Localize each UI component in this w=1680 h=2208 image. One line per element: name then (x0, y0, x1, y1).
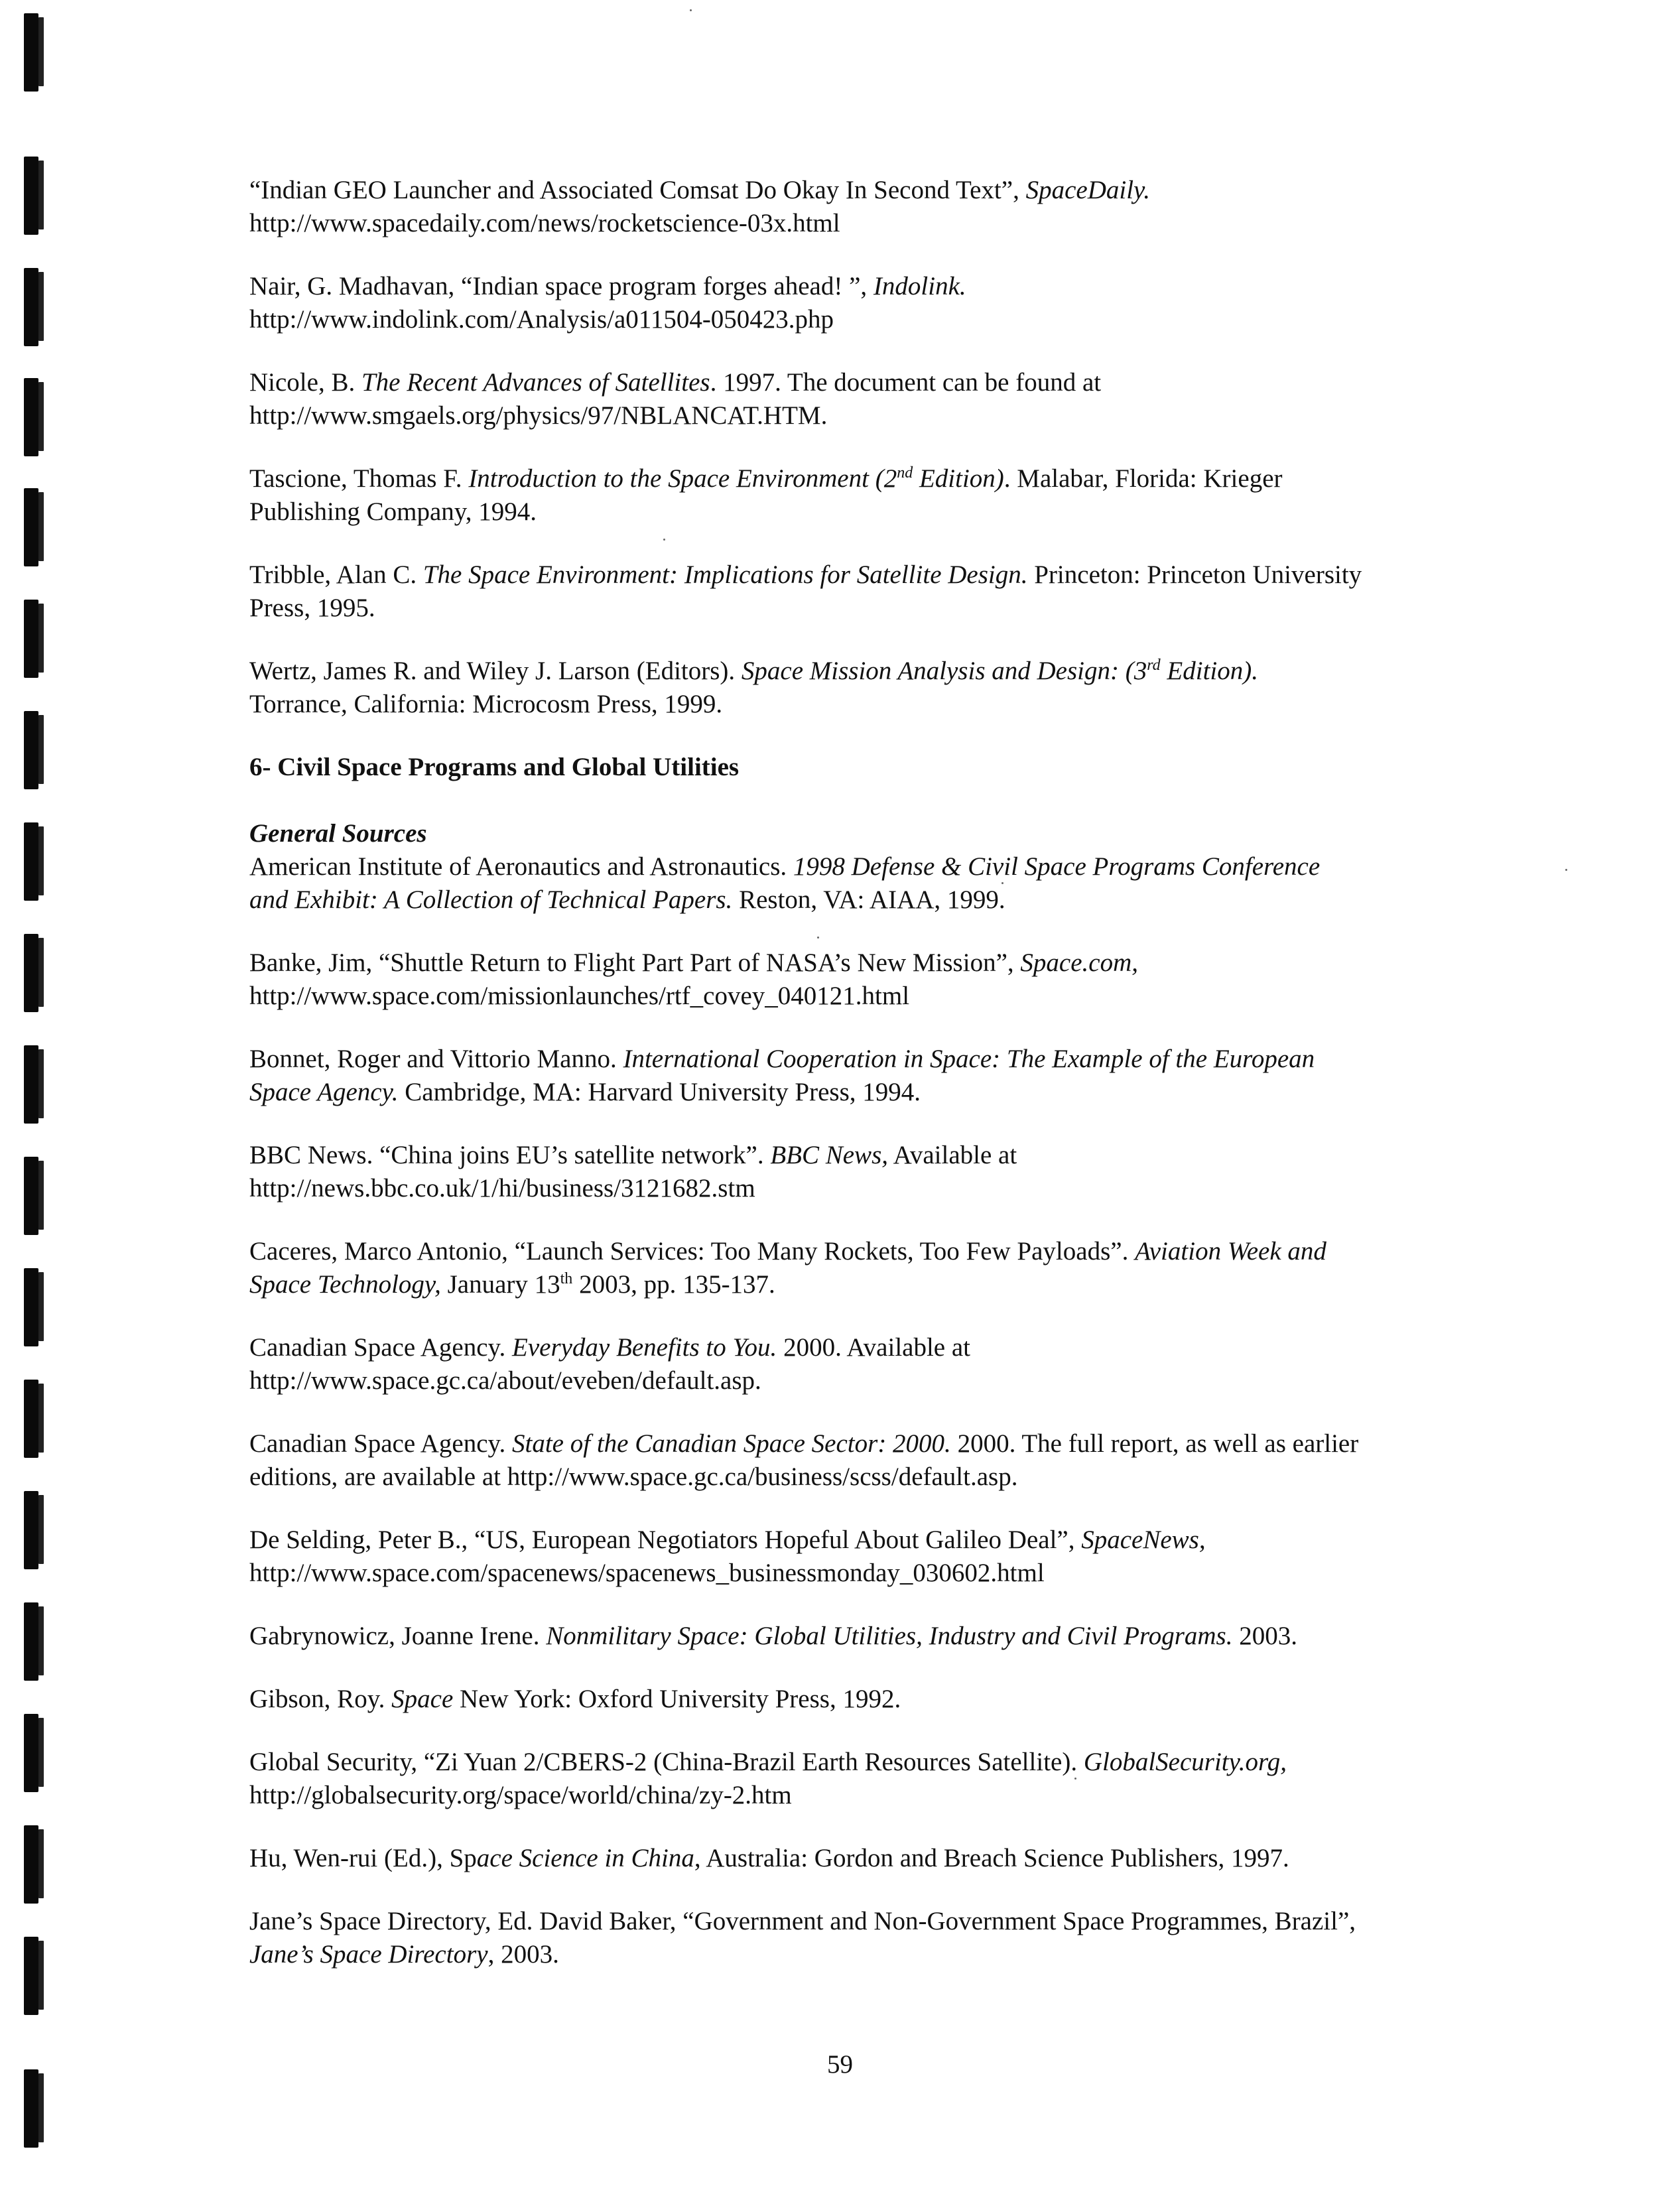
reference-text: 2000. The full report, as well as earlier (950, 1429, 1359, 1458)
reference-line: http://www.space.com/missionlaunches/rtf_covey_040121.html (249, 982, 910, 1010)
reference-line (249, 1683, 1456, 1716)
reference-entry (249, 1842, 1456, 1875)
reference-list-section (249, 850, 1456, 1971)
reference-text: 2003, pp. 135-137. (572, 1270, 775, 1299)
binding-mark (24, 2069, 38, 2148)
reference-entry (249, 1905, 1456, 1971)
reference-title-text: Indolink. (873, 272, 966, 300)
reference-line (249, 1076, 1456, 1109)
reference-entry (249, 1427, 1456, 1494)
reference-title-text: International Cooperation in Space: The Example of the European (623, 1045, 1315, 1073)
reference-line: http://www.space.com/spacenews/spacenews_businessmonday_030602.html (249, 1559, 1045, 1587)
binding-mark (24, 600, 38, 678)
binding-mark (24, 1714, 38, 1792)
reference-text: American Institute of Aeronautics and Astronautics. (249, 852, 793, 881)
reference-line (249, 1427, 1456, 1461)
reference-line: http://globalsecurity.org/space/world/china/zy-2.htm (249, 1781, 792, 1809)
reference-title-text: State of the Canadian Space Sector: 2000. (512, 1429, 951, 1458)
reference-title-text: ace Science in China (476, 1844, 694, 1872)
reference-title-text: rd (1147, 657, 1161, 674)
reference-text: Tascione, Thomas F. (249, 464, 469, 493)
binding-mark (24, 13, 38, 92)
reference-entry (249, 270, 1456, 336)
reference-text: Banke, Jim, “Shuttle Return to Flight Part Part of NASA’s New Mission”, (249, 948, 1021, 977)
binding-mark (24, 1045, 38, 1124)
reference-line: http://www.space.gc.ca/about/eveben/default.asp. (249, 1366, 761, 1395)
reference-text: New York: Oxford University Press, 1992. (453, 1685, 901, 1713)
reference-line (249, 883, 1456, 917)
binding-mark (24, 1380, 38, 1458)
reference-entry (249, 946, 1456, 1013)
reference-line (249, 1043, 1456, 1076)
reference-line (249, 174, 1456, 207)
reference-line (249, 1938, 1456, 1971)
reference-text: Jane’s Space Directory, Ed. David Baker, “Government and Non-Government Space Programmes, Brazil”, (249, 1907, 1356, 1935)
binding-mark (24, 1157, 38, 1235)
reference-text: , Australia: Gordon and Breach Science Publishers, 1997. (694, 1844, 1289, 1872)
reference-entry (249, 1620, 1456, 1653)
reference-title-text: and Exhibit: A Collection of Technical Papers. (249, 885, 733, 914)
reference-title-text: Space Agency. (249, 1078, 399, 1106)
reference-line: Publishing Company, 1994. (249, 497, 537, 526)
reference-text: Hu, Wen-rui (Ed.), Sp (249, 1844, 477, 1872)
reference-text: 2000. Available at (777, 1333, 971, 1362)
binding-mark (24, 1825, 38, 1904)
reference-title-text: Aviation Week and (1135, 1237, 1326, 1266)
binding-mark (24, 1268, 38, 1346)
reference-text: De Selding, Peter B., “US, European Negotiators Hopeful About Galileo Deal”, (249, 1526, 1082, 1554)
reference-entry (249, 850, 1456, 917)
binding-mark (24, 934, 38, 1012)
scan-speck (1565, 869, 1567, 871)
reference-text: Gabrynowicz, Joanne Irene. (249, 1622, 547, 1650)
reference-line (249, 1524, 1456, 1557)
binding-mark (24, 268, 38, 346)
reference-entry (249, 1331, 1456, 1397)
reference-text: Nair, G. Madhavan, “Indian space program forges ahead! ”, (249, 272, 873, 300)
binding-marks (12, 0, 58, 2208)
reference-text: Tribble, Alan C. (249, 560, 423, 589)
bibliography-page (249, 174, 1456, 2001)
section-heading: 6- Civil Space Programs and Global Utilities (249, 753, 740, 781)
reference-line (249, 1268, 1456, 1301)
reference-line (249, 946, 1456, 980)
reference-title-text: The Recent Advances of Satellites (361, 368, 710, 397)
reference-line (249, 1235, 1456, 1268)
reference-entry (249, 1524, 1456, 1590)
reference-text: . 1997. The document can be found at (710, 368, 1102, 397)
reference-line (249, 1331, 1456, 1364)
reference-title-text: Space Mission Analysis and Design: (3 (741, 657, 1147, 685)
binding-mark (24, 1602, 38, 1681)
reference-line (249, 1905, 1456, 1938)
reference-text: Bonnet, Roger and Vittorio Manno. (249, 1045, 623, 1073)
reference-line: http://www.spacedaily.com/news/rocketscience-03x.html (249, 209, 840, 237)
reference-list-top (249, 174, 1456, 721)
reference-text: “Indian GEO Launcher and Associated Comsat Do Okay In Second Text”, (249, 176, 1026, 204)
reference-line (249, 850, 1456, 883)
reference-entry (249, 1683, 1456, 1716)
reference-entry (249, 174, 1456, 240)
reference-line (249, 558, 1456, 592)
reference-line (249, 1620, 1456, 1653)
reference-text: Canadian Space Agency. (249, 1429, 512, 1458)
reference-text: 2003. (1232, 1622, 1297, 1650)
reference-line: http://news.bbc.co.uk/1/hi/business/3121682.stm (249, 1174, 755, 1202)
reference-entry (249, 1139, 1456, 1205)
reference-title-text: SpaceNews, (1081, 1526, 1206, 1554)
binding-mark (24, 488, 38, 566)
reference-title-text: Space.com, (1020, 948, 1138, 977)
reference-text: Cambridge, MA: Harvard University Press, 1994. (398, 1078, 921, 1106)
reference-title-text: Introduction to the Space Environment (2 (468, 464, 897, 493)
reference-text: , 2003. (487, 1940, 559, 1969)
reference-text: January 13 (440, 1270, 560, 1299)
reference-title-text: Space (391, 1685, 454, 1713)
reference-title-text: Everyday Benefits to You. (512, 1333, 777, 1362)
reference-text: Available at (888, 1141, 1017, 1169)
reference-title-text: The Space Environment: Implications for Satellite Design. (422, 560, 1028, 589)
reference-line: Press, 1995. (249, 594, 375, 622)
reference-line (249, 1842, 1456, 1875)
scan-speck (690, 9, 692, 11)
reference-entry (249, 1235, 1456, 1301)
reference-title-text: SpaceDaily. (1025, 176, 1150, 204)
reference-text: th (560, 1270, 573, 1287)
reference-text: . Malabar, Florida: Krieger (1003, 464, 1283, 493)
reference-text: Nicole, B. (249, 368, 361, 397)
reference-text: Canadian Space Agency. (249, 1333, 512, 1362)
reference-text: Wertz, James R. and Wiley J. Larson (Editors). (249, 657, 742, 685)
binding-mark (24, 378, 38, 456)
reference-line (249, 270, 1456, 303)
reference-entry (249, 366, 1456, 432)
reference-line (249, 462, 1456, 495)
page-number: 59 (827, 2050, 853, 2079)
reference-title-text: Nonmilitary Space: Global Utilities, Industry and Civil Programs. (546, 1622, 1233, 1650)
reference-entry (249, 462, 1456, 529)
binding-mark (24, 1937, 38, 2015)
reference-title-text: Edition). (1160, 657, 1258, 685)
reference-line (249, 655, 1456, 688)
reference-title-text: BBC News, (770, 1141, 888, 1169)
reference-text: Global Security, “Zi Yuan 2/CBERS-2 (China-Brazil Earth Resources Satellite). (249, 1748, 1084, 1776)
subheading: General Sources (249, 819, 427, 848)
reference-line: http://www.indolink.com/Analysis/a011504-050423.php (249, 305, 834, 334)
reference-title-text: Space Technology, (249, 1270, 441, 1299)
reference-text: Gibson, Roy. (249, 1685, 392, 1713)
reference-title-text: nd (897, 464, 913, 482)
binding-mark (24, 1491, 38, 1569)
reference-line (249, 1139, 1456, 1172)
reference-entry (249, 558, 1456, 625)
reference-entry (249, 655, 1456, 721)
reference-title-text: 1998 Defense & Civil Space Programs Conference (793, 852, 1321, 881)
reference-title-text: Edition) (913, 464, 1004, 493)
binding-mark (24, 157, 38, 235)
reference-text: BBC News. “China joins EU’s satellite network”. (249, 1141, 771, 1169)
reference-line (249, 366, 1456, 399)
reference-entry (249, 1043, 1456, 1109)
reference-line (249, 1746, 1456, 1779)
binding-mark (24, 822, 38, 901)
reference-text: Princeton: Princeton University (1027, 560, 1362, 589)
reference-title-text: Jane’s Space Directory (249, 1940, 488, 1969)
reference-text: Reston, VA: AIAA, 1999. (732, 885, 1005, 914)
binding-mark (24, 711, 38, 789)
reference-entry (249, 1746, 1456, 1812)
reference-title-text: GlobalSecurity.org, (1083, 1748, 1287, 1776)
reference-text: Caceres, Marco Antonio, “Launch Services: Too Many Rockets, Too Few Payloads”. (249, 1237, 1135, 1266)
reference-line: Torrance, California: Microcosm Press, 1999. (249, 690, 723, 718)
reference-line: editions, are available at http://www.space.gc.ca/business/scss/default.asp. (249, 1462, 1018, 1491)
reference-line: http://www.smgaels.org/physics/97/NBLANCAT.HTM. (249, 401, 828, 430)
